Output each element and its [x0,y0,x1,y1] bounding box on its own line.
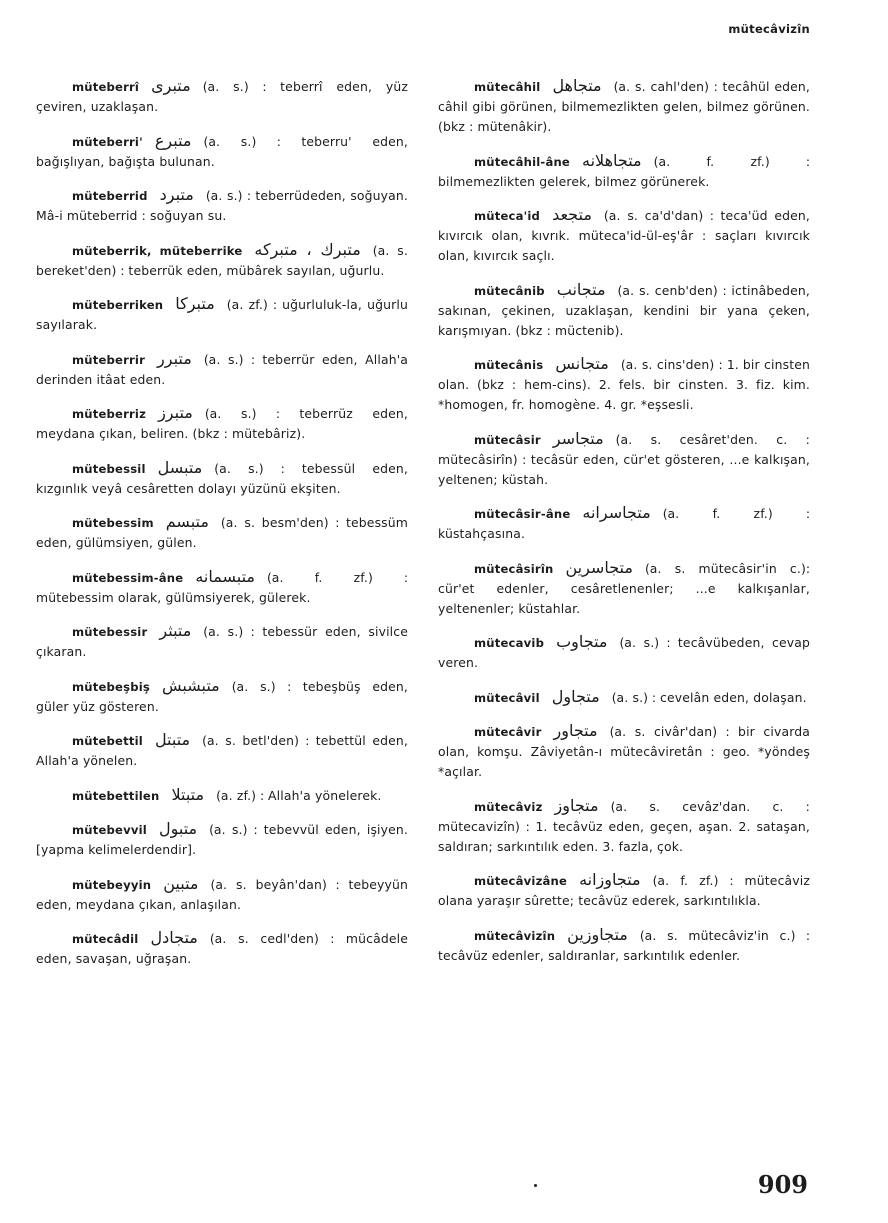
entry-definition: (a. s. cesâret'den. c. : mütecâsirîn) : tecâsür eden, cür'et gösteren, ...e kalkışan, yeltenen; küstah. [438,431,810,487]
entry-headword: müteca'id [474,209,541,223]
entry-indent [438,432,474,447]
entry-headword: müteberrid [72,189,148,203]
left-column [36,76,408,983]
dictionary-entry [438,558,810,619]
dictionary-entry [36,785,408,806]
entry-definition: (a. s. cins'den) : 1. bir cinsten olan. (bkz : hem-cins). 2. fels. bir cinsten. 3. fiz. kim. *homogen, fr. homogène. 4. gr. *eşsesli. [438,357,810,412]
entry-headword: mütebessir [72,625,148,639]
dictionary-entry [36,185,408,226]
entry-indent [438,561,474,576]
entry-headword: müteberrî [72,80,140,94]
entry-definition: (a. f. zf.) : mütecâviz olana yaraşır sûrette; tecâvüz ederek, sarkıntılıkla. [438,873,810,908]
entry-headword: mütecâvizîn [474,928,556,943]
dictionary-entry [36,819,408,860]
entry-indent [36,931,72,946]
dictionary-entry [438,870,810,911]
dictionary-entry [36,240,408,281]
entry-headword: mütecâvil [474,690,540,705]
dictionary-entry [438,796,810,857]
entry-headword: mütebevvil [72,823,147,837]
entry-arabic-script: متبسمانه [195,566,255,586]
dictionary-entry [36,131,408,172]
dictionary-entry [36,349,408,390]
entry-arabic-script: متجعد [552,205,592,224]
entry-indent [438,873,474,888]
entry-indent [36,243,72,258]
entry-indent [438,690,474,705]
entry-headword: mütecânib [474,283,545,298]
entry-headword: mütecâsir [474,432,541,447]
entry-indent [36,877,72,892]
entry-definition: (a. s. betl'den) : tebettül eden, Allah'a yönelen. [36,733,408,768]
entry-headword: müteberri' [72,134,143,149]
entry-arabic-script: متجاوزين [567,924,628,944]
entry-indent [36,406,72,421]
entry-headword: mütecâsir-âne [474,507,571,521]
entry-definition: (a. s. mütecâviz'in c.) : tecâvüz edenler, saldıranlar, sarkıntılık edenler. [438,927,810,963]
entry-indent [438,506,474,521]
entry-definition: (a. s.) : tecâvübeden, cevap veren. [438,635,810,670]
entry-indent [438,799,474,814]
entry-headword: mütebettilen [72,788,160,803]
entry-headword: mütecâdil [72,932,139,946]
entry-definition: (a. s. beyân'dan) : tebeyyün eden, meydana çıkan, anlaşılan. [36,876,408,912]
dictionary-entry [438,687,810,708]
entry-headword: mütecâhil-âne [474,154,570,169]
entry-definition: (a. s. cedl'den) : mücâdele eden, savaşan, uğraşan. [36,931,408,966]
entry-indent [36,679,72,694]
dictionary-entry [438,632,810,673]
entry-headword: mütecâsirîn [474,561,554,576]
entry-arabic-script: متبتلا [171,784,205,804]
entry-definition: (a. s.) : tebeşbüş eden, güler yüz gösteren. [36,678,408,714]
entry-indent [438,79,474,94]
entry-definition: (a. s. ca'd'dan) : teca'üd eden, kıvırcık olan, kıvrık. müteca'id-ül-eş'âr : saçları kıvırcık olan, kıvırcık saçlı. [438,208,810,263]
entry-indent [438,357,474,372]
entry-arabic-script: متجاوزانه [579,870,641,889]
entry-arabic-script: متبرع [154,130,192,150]
entry-arabic-script: متبين [163,873,199,893]
entry-arabic-script: متجانب [556,279,606,299]
entry-indent [36,461,72,476]
entry-headword: mütebessim [72,516,154,530]
entry-arabic-script: متبول [158,819,198,838]
dictionary-entry [438,503,810,544]
entry-arabic-script: متجاسرانه [582,503,651,522]
entry-headword: mütebeyyin [72,877,152,892]
entry-indent [438,635,474,650]
entry-indent [438,208,474,223]
dictionary-entry [438,205,810,266]
entry-arabic-script: متبرر [157,348,192,368]
entry-indent [438,283,474,298]
entry-arabic-script: متجاهلانه [582,150,642,170]
entry-indent [36,297,72,312]
dictionary-entry [438,721,810,782]
dictionary-entry [438,354,810,415]
entry-arabic-script: متبرك ، متبركه [254,239,361,259]
entry-arabic-script: متجادل [150,928,198,947]
entry-arabic-script: متجاوز [554,795,599,815]
entry-arabic-script: متجانس [555,354,609,373]
entry-headword: mütecânis [474,358,544,372]
dictionary-entry [36,403,408,444]
entry-definition: (a. s. cahl'den) : tecâhül eden, câhil gibi görünen, bilmemezlikten gelen, bilmez görünen. (bkz : mütenâkir). [438,79,810,134]
entry-indent [438,928,474,943]
entry-definition: (a. f. zf.) : mütebessim olarak, gülümsiyerek, gülerek. [36,569,408,605]
entry-definition: (a. s.) : teberrî eden, yüz çeviren, uzaklaşan. [36,79,408,114]
entry-headword: mütebessil [72,461,146,476]
entry-definition: (a. s.) : teberru' eden, bağışlıyan, bağışta bulunan. [36,133,408,169]
entry-arabic-script: متبسل [157,457,203,477]
entry-indent [36,515,72,530]
entry-definition: (a. s. civâr'dan) : bir civarda olan, komşu. Zâviyetân-ı mütecâviretân : geo. *yöndeş *açılar. [438,724,810,779]
entry-arabic-script: متجاسر [552,428,604,448]
dictionary-entry [36,621,408,662]
entry-arabic-script: متجاور [553,721,598,740]
entry-definition: (a. s.) : teberrüz eden, meydana çıkan, beliren. (bkz : mütebâriz). [36,406,408,441]
entry-definition: (a. s.) : tebessür eden, sivilce çıkaran. [36,624,408,659]
entry-headword: müteberrir [72,352,146,367]
entry-headword: müteberrik, müteberrike [72,243,243,258]
dictionary-entry [36,730,408,771]
dictionary-entry [36,874,408,915]
entry-indent [36,134,72,149]
entry-headword: mütecâhil [474,80,541,94]
dictionary-entry [438,76,810,137]
dictionary-entry [36,294,408,335]
entry-definition: (a. s. cenb'den) : ictinâbeden, sakınan, çekinen, uzaklaşan, kendini bir yana çeken, karışmıyan. (bkz : müctenib). [438,282,810,338]
entry-arabic-script: متجاوب [556,632,608,651]
entry-headword: mütecâviz [474,799,543,814]
entry-headword: müteberriz [72,407,147,421]
entry-definition: (a. f. zf.) : küstahçasına. [438,506,810,541]
dictionary-entry [438,280,810,341]
right-column [438,76,810,979]
dictionary-entry [36,458,408,499]
entry-arabic-script: متبشبش [161,675,220,695]
entry-definition: (a. zf.) : uğurluluk-la, uğurlu sayılarak. [36,297,408,332]
running-head: mütecâvizîn [728,22,810,36]
entry-indent [36,352,72,367]
entry-headword: mütebettil [72,734,143,748]
dictionary-entry [438,151,810,192]
entry-indent [438,724,474,739]
dictionary-entry [36,676,408,717]
entry-definition: (a. s.) : cevelân eden, dolaşan. [611,689,807,705]
entry-definition: (a. s.) : tebevvül eden, işiyen. [yapma kelimelerdendir]. [36,822,408,857]
entry-definition: (a. s. cevâz'dan. c. : mütecavizîn) : 1. tecâvüz eden, geçen, aşan. 2. sataşan, saldıran; sarkıntılık eden. 3. fazla, çok. [438,798,810,854]
entry-arabic-script: متبركا [175,294,215,313]
dictionary-entry [438,925,810,966]
dictionary-entry [36,512,408,553]
entry-definition: (a. s. bereket'den) : teberrük eden, mübârek sayılan, uğurlu. [36,242,408,278]
entry-indent [36,733,72,748]
entry-arabic-script: متبتل [154,730,191,749]
print-dot [534,1184,537,1187]
entry-headword: mütecâvizâne [474,874,568,888]
entry-headword: mütebessim-âne [72,570,184,585]
entry-arabic-script: متبسم [165,512,209,531]
entry-arabic-script: متبثر [159,621,192,640]
entry-headword: mütecavib [474,636,545,650]
entry-arabic-script: متجاسرين [565,557,633,577]
entry-definition: (a. f. zf.) : bilmemezlikten gelerek, bilmez görünerek. [438,153,810,189]
entry-indent [438,154,474,169]
entry-arabic-script: متبری [151,76,191,95]
entry-indent [36,570,72,585]
entry-headword: mütecâvir [474,725,542,739]
entry-definition: (a. s.) : teberrür eden, Allah'a derinden itâat eden. [36,351,408,387]
entry-definition: (a. s. mütecâsir'in c.): cür'et edenler, cesâretlenenler; ...e kalkışanlar, yeltenenler; küstahlar. [438,560,810,616]
entry-arabic-script: متجاهل [552,76,602,95]
entry-arabic-script: متبرز [158,403,193,422]
entry-definition: (a. s.) : teberrüdeden, soğuyan. Mâ-i müteberrid : soğuyan su. [36,188,408,223]
entry-headword: mütebeşbiş [72,679,150,694]
entry-indent [36,624,72,639]
entry-indent [36,79,72,94]
entry-indent [36,788,72,803]
dictionary-entry [36,928,408,969]
page-number: 909 [757,1170,808,1199]
entry-arabic-script: متجاول [551,686,600,706]
entry-indent [36,822,72,837]
entry-indent [36,188,72,203]
dictionary-entry [36,76,408,117]
entry-definition: (a. s. besm'den) : tebessüm eden, gülümsiyen, gülen. [36,515,408,550]
dictionary-entry [438,429,810,490]
dictionary-entry [36,567,408,608]
entry-definition: (a. s.) : tebessül eden, kızgınlık veyâ cesâretten dolayı yüzünü ekşiten. [36,460,408,496]
entry-arabic-script: متبرد [159,185,194,204]
entry-definition: (a. zf.) : Allah'a yönelerek. [216,787,382,803]
entry-headword: müteberriken [72,298,164,312]
